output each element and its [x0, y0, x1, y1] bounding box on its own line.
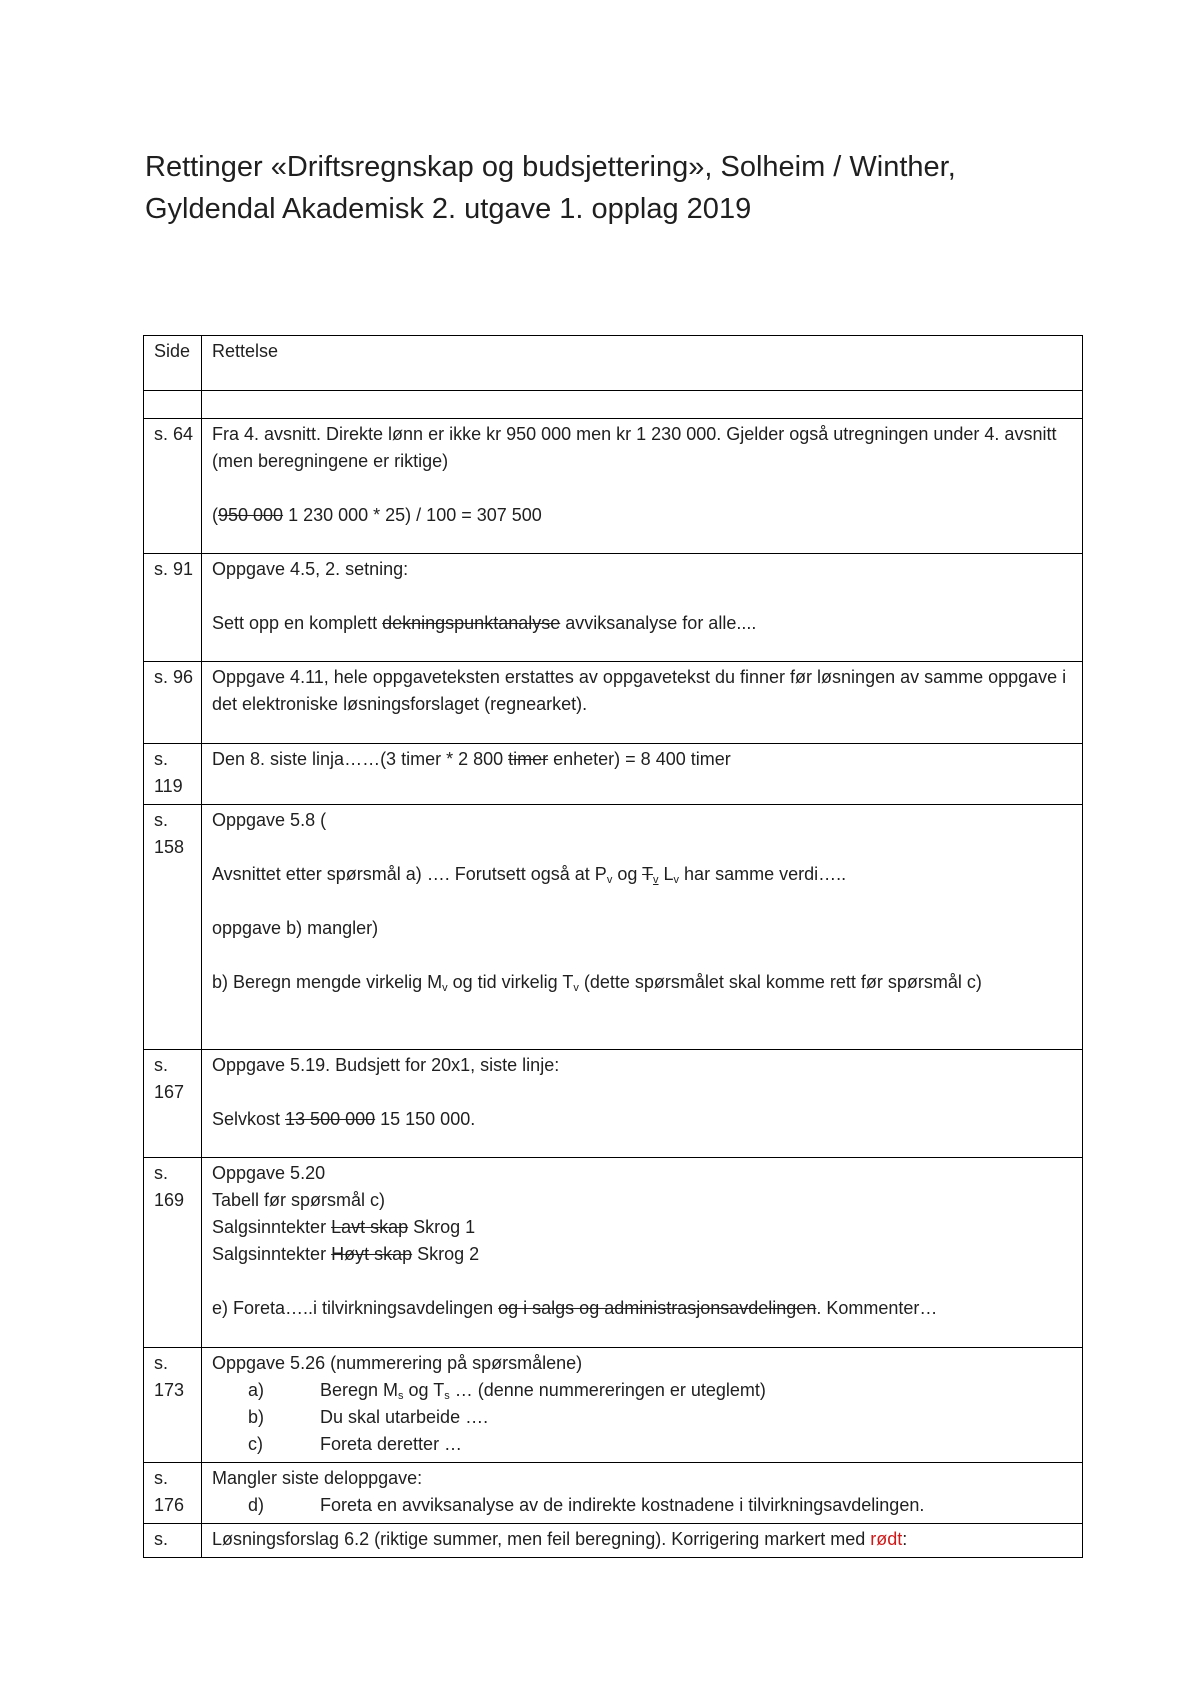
table-row — [144, 744, 1083, 805]
correction-text: Tabell før spørsmål c) — [212, 1190, 386, 1210]
correction-cell — [202, 1158, 1083, 1348]
list-item: a) Beregn $M_s$ og $T_s$ … (denne nummereringen er uteglemt) — [248, 1380, 766, 1402]
correction-text: Oppgave 5.8 ( — [212, 810, 327, 830]
correction-cell — [202, 805, 1083, 1050]
page-ref: s. 64 — [144, 419, 202, 554]
table-header-row — [144, 336, 1083, 391]
struck-text: Høyt skap — [331, 1244, 413, 1264]
correction-text: Avsnittet etter spørsmål a) …. Forutsett også at $P_v$ og $T_v$ $L_v$ har samme verdi….. — [212, 864, 847, 886]
struck-text: timer — [508, 749, 549, 769]
page-ref: s. — [144, 1524, 202, 1558]
correction-text: Salgsinntekter Høyt skap Skrog 2 — [212, 1244, 480, 1264]
correction-text: Fra 4. avsnitt. Direkte lønn er ikke kr 950 000 men kr 1 230 000. Gjelder også utregningen under 4. avsnitt (men beregningene er riktige) — [212, 424, 1057, 471]
title-line-2: Gyldendal Akademisk 2. utgave 1. opplag 2019 — [145, 193, 752, 225]
header-rettelse: Rettelse — [202, 336, 1083, 391]
struck-text: dekningspunktanalyse — [382, 613, 561, 633]
page-ref: s. 176 — [144, 1463, 202, 1524]
table-row — [144, 1463, 1083, 1524]
correction-text: Salgsinntekter Lavt skap Skrog 1 — [212, 1217, 476, 1237]
correction-text: b) Beregn mengde virkelig $M_v$ og tid virkelig $T_v$ (dette spørsmålet skal komme rett før spørsmål c) — [212, 972, 982, 994]
correction-text: Oppgave 5.26 (nummerering på spørsmålene) — [212, 1353, 583, 1373]
red-marker-text: rødt — [870, 1529, 903, 1549]
correction-cell — [202, 1348, 1083, 1463]
sub-question-list — [212, 1492, 1072, 1519]
page-ref: s. 119 — [144, 744, 202, 805]
table-row — [144, 1050, 1083, 1158]
correction-cell — [202, 1050, 1083, 1158]
correction-cell — [202, 744, 1083, 805]
page-ref: s. 173 — [144, 1348, 202, 1463]
struck-text: og i salgs og administrasjonsavdelingen — [498, 1298, 817, 1318]
title-line-1: Rettinger «Driftsregnskap og budsjettering», Solheim / Winther, — [145, 151, 956, 183]
sub-question-list — [212, 1377, 1072, 1458]
correction-cell — [202, 419, 1083, 554]
correction-text: e) Foreta…..i tilvirkningsavdelingen og i salgs og administrasjonsavdelingen. Kommenter… — [212, 1298, 938, 1318]
page-title — [145, 146, 1105, 230]
page-ref: s. 167 — [144, 1050, 202, 1158]
table-row — [144, 1158, 1083, 1348]
correction-formula: (950 000 1 230 000 * 25) / 100 = 307 500 — [212, 505, 542, 525]
correction-text: Selvkost 13 500 000 15 150 000. — [212, 1109, 476, 1129]
correction-text: Sett opp en komplett dekningspunktanalyse avviksanalyse for alle.... — [212, 613, 757, 633]
page-ref: s. 169 — [144, 1158, 202, 1348]
correction-text: Oppgave 4.11, hele oppgaveteksten erstattes av oppgavetekst du finner før løsningen av samme oppgave i det elektroniske løsningsforslaget (regnearket). — [212, 667, 1067, 714]
correction-cell — [202, 662, 1083, 744]
correction-text: Den 8. siste linja……(3 timer * 2 800 timer enheter) = 8 400 timer — [212, 749, 731, 769]
struck-text: 13 500 000 — [285, 1109, 376, 1129]
page-ref: s. 158 — [144, 805, 202, 1050]
table-row — [144, 1348, 1083, 1463]
correction-text: Mangler siste deloppgave: — [212, 1468, 423, 1488]
correction-text: Løsningsforslag 6.2 (riktige summer, men feil beregning). Korrigering markert med rødt: — [212, 1529, 908, 1549]
correction-cell — [202, 554, 1083, 662]
table-row — [144, 419, 1083, 554]
list-item: d) Foreta en avviksanalyse av de indirekte kostnadene i tilvirkningsavdelingen. — [248, 1495, 925, 1515]
correction-text: Oppgave 5.19. Budsjett for 20x1, siste linje: — [212, 1055, 560, 1075]
correction-text: oppgave b) mangler) — [212, 918, 379, 938]
table-row — [144, 805, 1083, 1050]
struck-text: $T_v$ — [642, 864, 659, 886]
correction-text: Oppgave 5.20 — [212, 1163, 326, 1183]
errata-table — [143, 335, 1083, 1558]
page-ref: s. 96 — [144, 662, 202, 744]
struck-text: Lavt skap — [331, 1217, 409, 1237]
table-row — [144, 662, 1083, 744]
list-item: c) Foreta deretter … — [248, 1434, 463, 1454]
correction-cell — [202, 1463, 1083, 1524]
correction-cell — [202, 1524, 1083, 1558]
header-side: Side — [144, 336, 202, 391]
empty-row — [144, 391, 1083, 419]
table-row — [144, 554, 1083, 662]
list-item: b) Du skal utarbeide …. — [248, 1407, 489, 1427]
page-ref: s. 91 — [144, 554, 202, 662]
table-row — [144, 1524, 1083, 1558]
struck-text: 950 000 — [218, 505, 284, 525]
correction-text: Oppgave 4.5, 2. setning: — [212, 559, 409, 579]
